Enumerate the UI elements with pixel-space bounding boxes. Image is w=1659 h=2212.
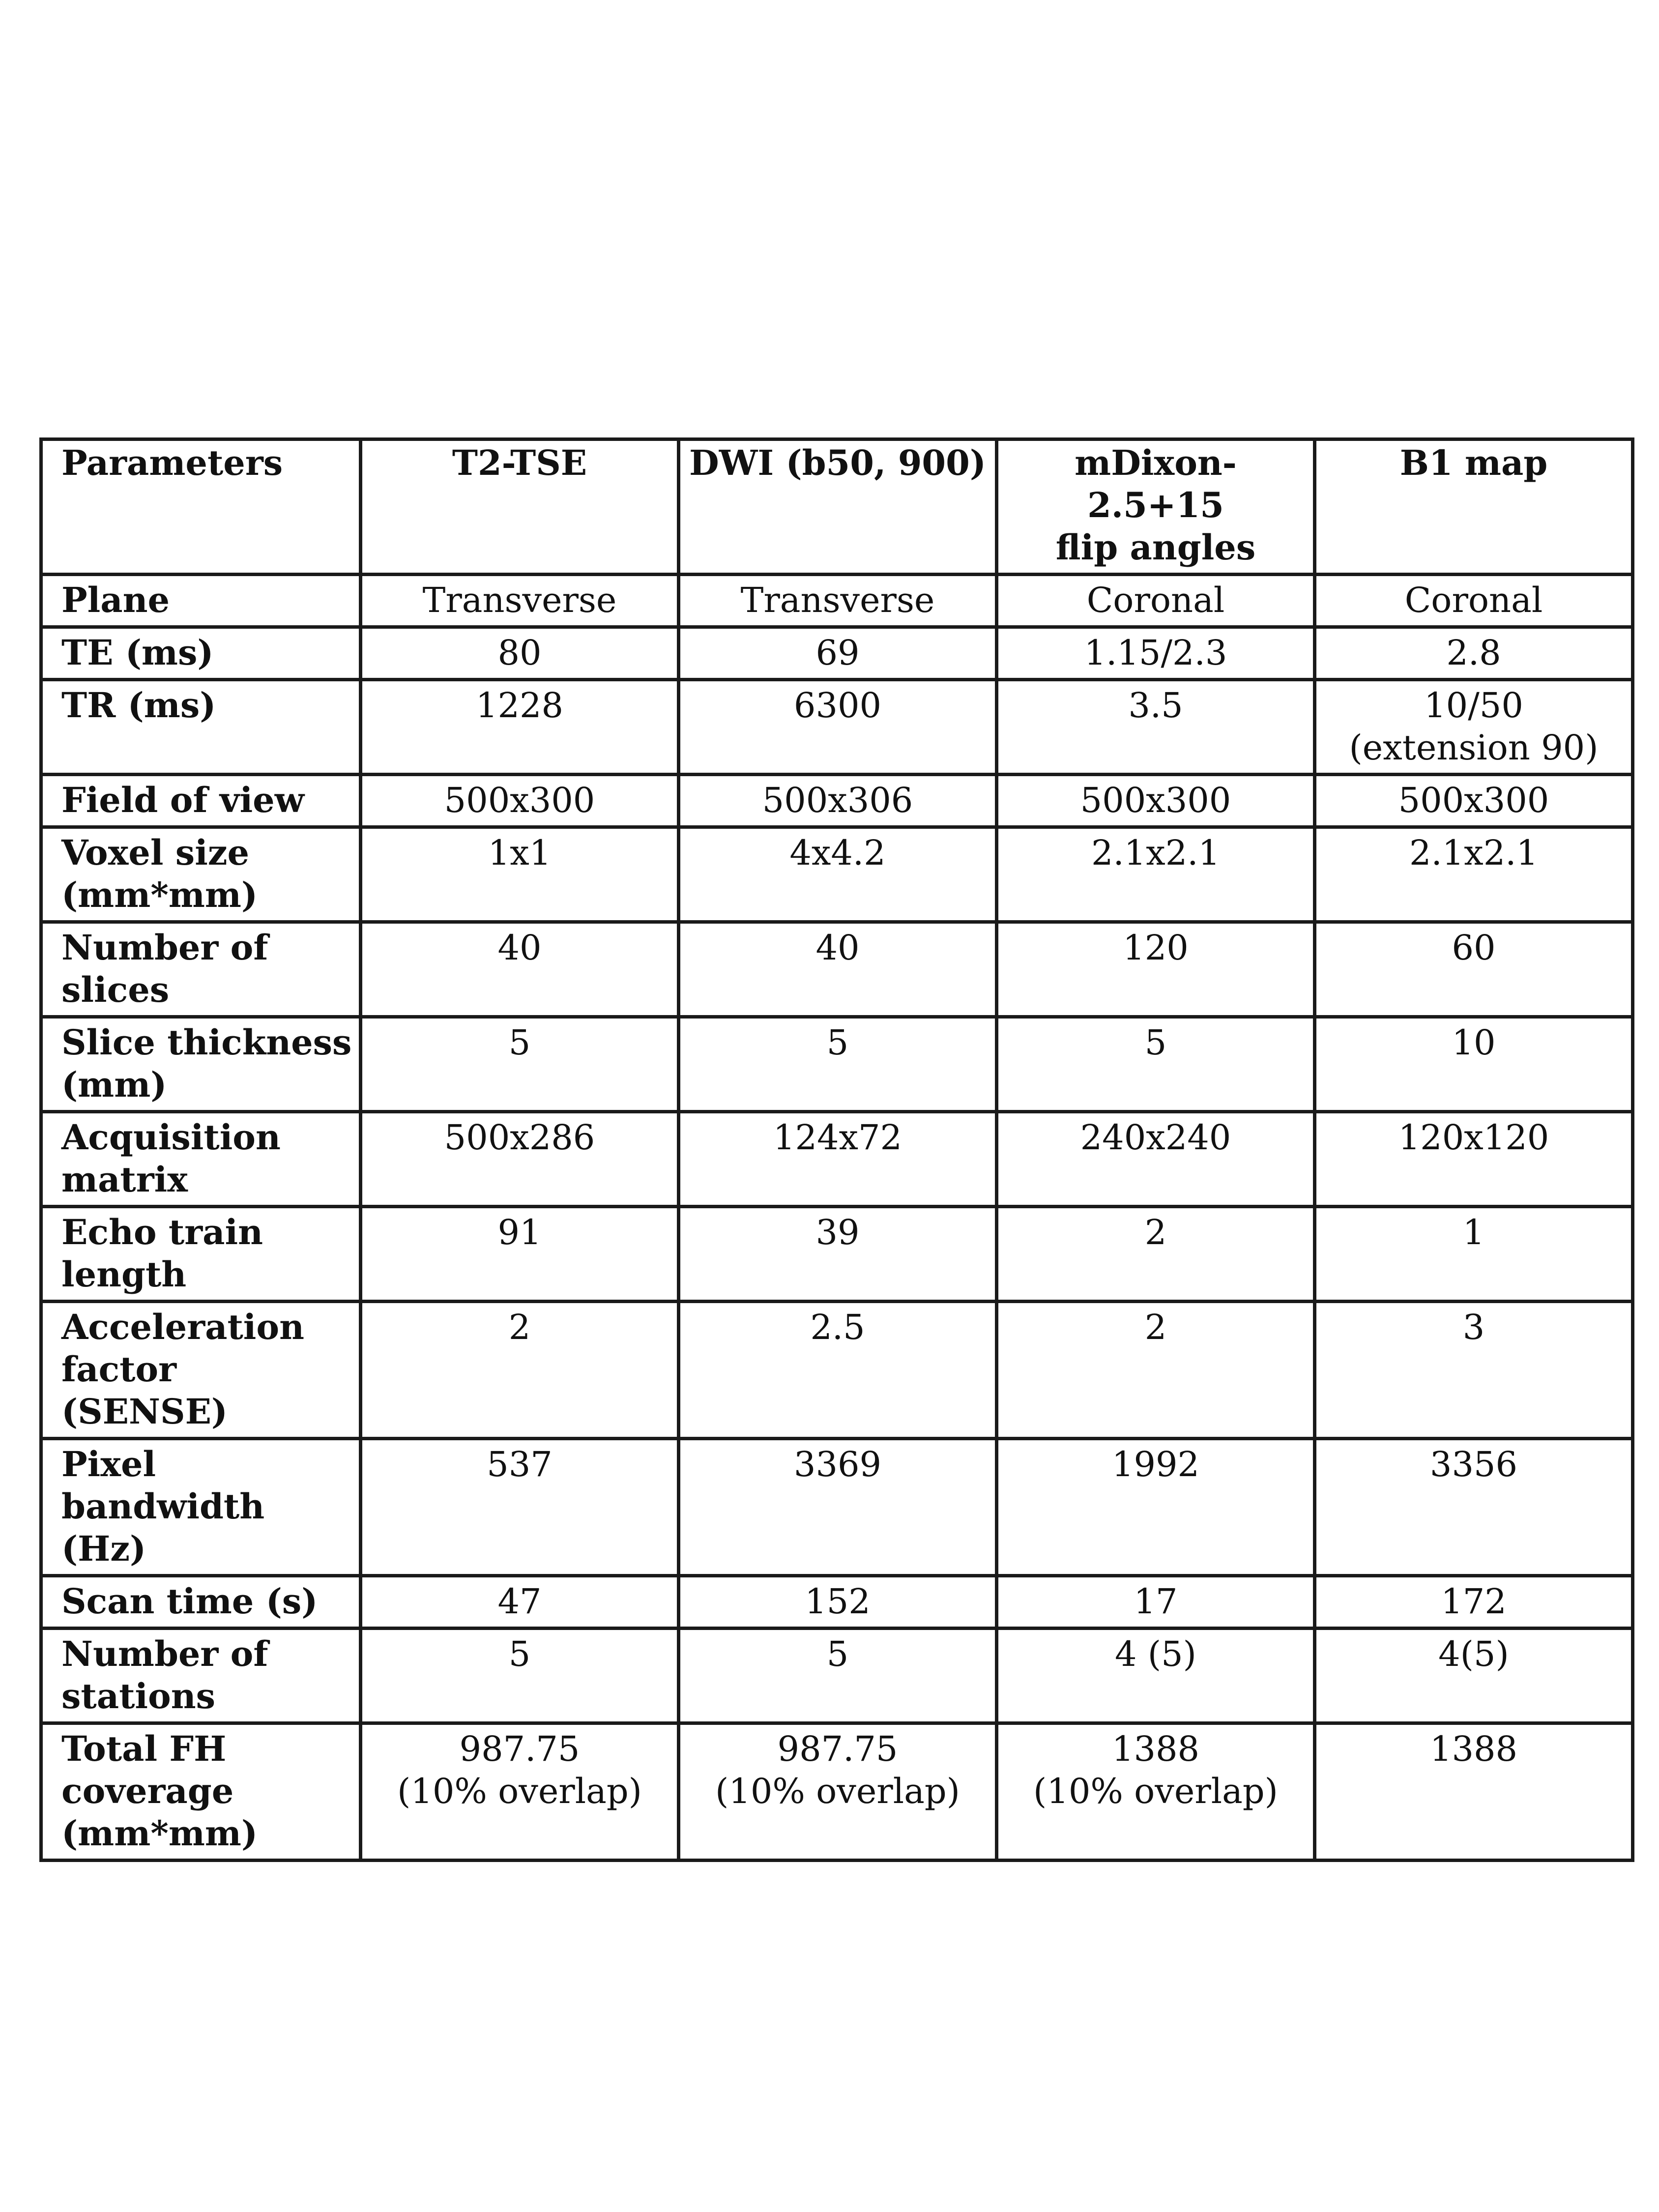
table-cell-text: Coronal xyxy=(1086,580,1225,620)
table-cell-text: Transverse xyxy=(422,580,617,620)
table-cell-text: 2.8 xyxy=(1446,633,1501,673)
table-cell-text: 500x300 xyxy=(444,780,595,820)
table-cell-text: 500x300 xyxy=(1398,780,1549,820)
table-cell-text: 2.1x2.1 xyxy=(1409,833,1539,873)
table-cell-text: (10% overlap) xyxy=(397,1771,642,1811)
row-parameter-label: Pixel bandwidth (Hz) xyxy=(41,1439,361,1576)
table-cell xyxy=(1315,1112,1633,1207)
table-cell xyxy=(679,1112,997,1207)
row-parameter-label: Slice thickness (mm) xyxy=(41,1017,361,1112)
table-cell-text: 5 xyxy=(826,1634,849,1674)
table-cell xyxy=(997,680,1315,775)
table-row xyxy=(41,680,1633,775)
table-row xyxy=(41,1576,1633,1629)
table-row xyxy=(41,775,1633,827)
header-parameters: Parameters xyxy=(41,439,361,575)
table-cell xyxy=(679,1207,997,1302)
table-cell-text: 2.1x2.1 xyxy=(1091,833,1221,873)
table-cell xyxy=(997,1576,1315,1629)
table-cell-text: 60 xyxy=(1452,928,1496,968)
table-cell xyxy=(361,1207,679,1302)
table-cell-text: 120 xyxy=(1123,928,1189,968)
table-row xyxy=(41,1302,1633,1439)
table-cell-text: 120x120 xyxy=(1398,1117,1549,1158)
table-cell-text: Coronal xyxy=(1404,580,1543,620)
table-cell-text: 152 xyxy=(805,1581,871,1622)
table-row xyxy=(41,1207,1633,1302)
table-body xyxy=(41,439,1633,1861)
table-cell xyxy=(997,1112,1315,1207)
row-parameter-label: TE (ms) xyxy=(41,627,361,680)
table-cell xyxy=(361,922,679,1017)
table-cell xyxy=(361,775,679,827)
row-parameter-label: Number of slices xyxy=(41,922,361,1017)
table-cell xyxy=(361,827,679,922)
table-row xyxy=(41,575,1633,627)
header-column-text: B1 map xyxy=(1399,442,1548,483)
header-column-text: flip angles xyxy=(1055,527,1256,568)
table-cell-text: 172 xyxy=(1441,1581,1507,1622)
table-cell-text: 2.5 xyxy=(810,1307,865,1347)
table-cell xyxy=(997,1439,1315,1576)
table-cell-text: 987.75 xyxy=(459,1729,580,1769)
table-cell xyxy=(1315,1302,1633,1439)
table-cell-text: 17 xyxy=(1134,1581,1178,1622)
table-cell-text: 500x300 xyxy=(1080,780,1231,820)
table-cell-text: 2 xyxy=(508,1307,531,1347)
table-cell-text: 987.75 xyxy=(777,1729,898,1769)
table-cell xyxy=(1315,1207,1633,1302)
table-cell-text: 124x72 xyxy=(773,1117,902,1158)
table-cell xyxy=(1315,627,1633,680)
table-cell-text: 3 xyxy=(1462,1307,1485,1347)
row-parameter-label: Echo train length xyxy=(41,1207,361,1302)
table-cell-text: 240x240 xyxy=(1080,1117,1231,1158)
row-parameter-label: Acquisition matrix xyxy=(41,1112,361,1207)
table-cell-text: 4 (5) xyxy=(1115,1634,1196,1674)
table-header-row xyxy=(41,439,1633,575)
table-cell-text: 1388 xyxy=(1111,1729,1200,1769)
table-cell xyxy=(361,575,679,627)
table-cell xyxy=(1315,1629,1633,1723)
table-cell xyxy=(1315,827,1633,922)
header-column-4 xyxy=(1315,439,1633,575)
table-cell xyxy=(679,922,997,1017)
table-cell xyxy=(361,1302,679,1439)
table-cell xyxy=(361,1629,679,1723)
table-cell-text: Transverse xyxy=(740,580,935,620)
table-cell-text: 6300 xyxy=(793,685,882,726)
table-cell xyxy=(361,1017,679,1112)
table-cell-text: 2 xyxy=(1144,1212,1167,1252)
table-cell xyxy=(997,1723,1315,1861)
table-cell-text: 5 xyxy=(508,1022,531,1063)
row-parameter-label: TR (ms) xyxy=(41,680,361,775)
header-column-3 xyxy=(997,439,1315,575)
table-cell xyxy=(1315,1439,1633,1576)
header-column-text: DWI (b50, 900) xyxy=(689,442,986,483)
table-cell-text: (10% overlap) xyxy=(715,1771,960,1811)
table-cell xyxy=(361,1576,679,1629)
table-cell xyxy=(361,627,679,680)
table-row xyxy=(41,1629,1633,1723)
row-parameter-label: Acceleration factor (SENSE) xyxy=(41,1302,361,1439)
table-cell-text: 5 xyxy=(826,1022,849,1063)
table-cell-text: (extension 90) xyxy=(1349,728,1599,768)
table-row xyxy=(41,1112,1633,1207)
table-cell xyxy=(997,1629,1315,1723)
table-cell xyxy=(679,575,997,627)
table-cell xyxy=(679,680,997,775)
row-parameter-label: Total FH coverage (mm*mm) xyxy=(41,1723,361,1861)
table-cell xyxy=(361,1439,679,1576)
table-cell xyxy=(1315,1723,1633,1861)
table-row xyxy=(41,827,1633,922)
header-column-text: T2-TSE xyxy=(452,442,587,483)
table-cell xyxy=(679,1017,997,1112)
table-cell xyxy=(361,1112,679,1207)
table-cell xyxy=(997,1207,1315,1302)
table-cell-text: 40 xyxy=(497,928,542,968)
table-cell xyxy=(1315,775,1633,827)
header-column-text: mDixon- 2.5+15 xyxy=(1075,442,1237,525)
header-column-1 xyxy=(361,439,679,575)
mri-parameters-table xyxy=(39,437,1634,1862)
table-cell-text: 40 xyxy=(815,928,860,968)
table-cell-text: 537 xyxy=(487,1444,553,1484)
table-cell xyxy=(679,775,997,827)
table-cell xyxy=(679,1302,997,1439)
table-cell xyxy=(997,575,1315,627)
table-cell xyxy=(997,922,1315,1017)
table-cell-text: 47 xyxy=(497,1581,542,1622)
table-row xyxy=(41,1017,1633,1112)
table-cell xyxy=(997,1017,1315,1112)
row-parameter-label: Plane xyxy=(41,575,361,627)
table-cell-text: 500x286 xyxy=(444,1117,595,1158)
row-parameter-label: Scan time (s) xyxy=(41,1576,361,1629)
table-cell-text: 10 xyxy=(1452,1022,1496,1063)
table-cell-text: 3.5 xyxy=(1128,685,1183,726)
table-cell xyxy=(1315,575,1633,627)
table-cell-text: 91 xyxy=(497,1212,542,1252)
table-row xyxy=(41,1723,1633,1861)
table-cell xyxy=(361,1723,679,1861)
table-cell-text: 5 xyxy=(1144,1022,1167,1063)
table-cell-text: 1992 xyxy=(1111,1444,1200,1484)
table-cell xyxy=(679,1576,997,1629)
row-parameter-label: Field of view xyxy=(41,775,361,827)
table-cell xyxy=(679,1439,997,1576)
table-cell-text: 4(5) xyxy=(1438,1634,1509,1674)
table-cell-text: 500x306 xyxy=(762,780,913,820)
table-cell xyxy=(679,827,997,922)
header-column-2 xyxy=(679,439,997,575)
table-cell xyxy=(679,1629,997,1723)
table-cell-text: 1228 xyxy=(475,685,564,726)
table-cell-text: 5 xyxy=(508,1634,531,1674)
table-cell xyxy=(679,1723,997,1861)
table-cell xyxy=(1315,680,1633,775)
table-cell-text: 3369 xyxy=(793,1444,882,1484)
table-row xyxy=(41,1439,1633,1576)
table-cell xyxy=(997,627,1315,680)
table-cell xyxy=(997,775,1315,827)
table-row xyxy=(41,922,1633,1017)
table-cell-text: 1x1 xyxy=(488,833,552,873)
table-cell xyxy=(1315,1017,1633,1112)
table-cell-text: 10/50 xyxy=(1424,685,1523,726)
table-cell-text: 1388 xyxy=(1429,1729,1518,1769)
table-cell-text: 4x4.2 xyxy=(789,833,886,873)
table-cell-text: 1.15/2.3 xyxy=(1084,633,1227,673)
table-cell xyxy=(1315,1576,1633,1629)
table-cell-text: 1 xyxy=(1462,1212,1485,1252)
table-cell-text: 69 xyxy=(815,633,860,673)
table-cell-text: 39 xyxy=(815,1212,860,1252)
row-parameter-label: Number of stations xyxy=(41,1629,361,1723)
table-cell-text: 80 xyxy=(497,633,542,673)
table-cell xyxy=(997,827,1315,922)
table-cell xyxy=(361,680,679,775)
table-cell-text: 2 xyxy=(1144,1307,1167,1347)
table-cell-text: 3356 xyxy=(1429,1444,1518,1484)
table-cell xyxy=(1315,922,1633,1017)
table-row xyxy=(41,627,1633,680)
row-parameter-label: Voxel size (mm*mm) xyxy=(41,827,361,922)
table-cell xyxy=(679,627,997,680)
table-cell-text: (10% overlap) xyxy=(1033,1771,1278,1811)
table-cell xyxy=(997,1302,1315,1439)
